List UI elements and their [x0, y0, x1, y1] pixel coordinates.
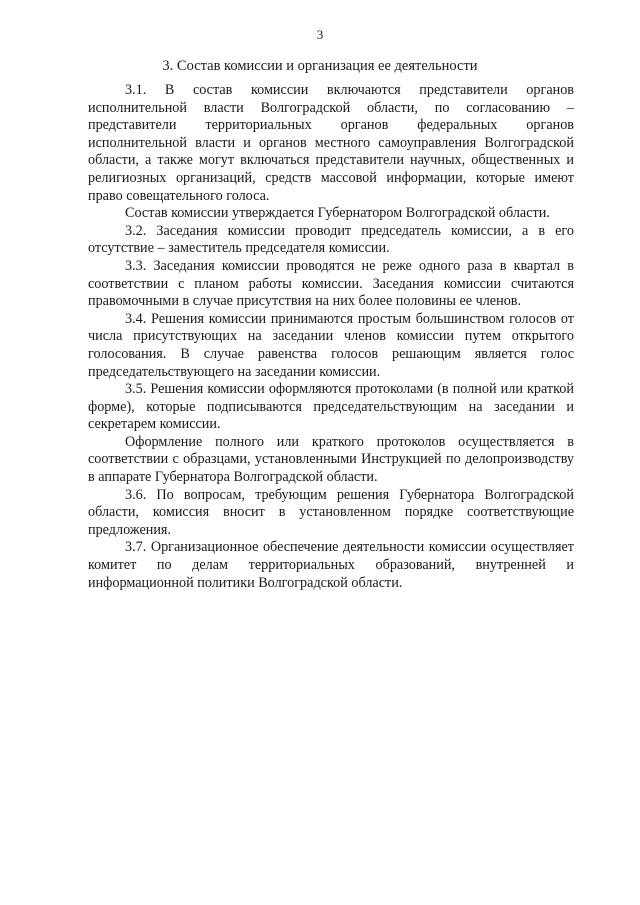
section-title: 3. Состав комиссии и организация ее деятельности	[162, 58, 478, 74]
paragraph-protocol-format: Оформление полного или краткого протоколов осуществляется в соответствии с образцами, установленными Инструкцией по делопроизводству в аппарате Губернатора Волгоградской области.	[88, 433, 574, 486]
paragraph-3-6: 3.6. По вопросам, требующим решения Губернатора Волгоградской области, комиссия вносит в установленном порядке соответствующие предложения.	[88, 486, 574, 538]
paragraph-3-5: 3.5. Решения комиссии оформляются протоколами (в полной или краткой форме), которые подписываются председательствующим на заседании и секретарем комиссии.	[88, 381, 574, 433]
paragraph-composition-approval: Состав комиссии утверждается Губернатором Волгоградской области.	[125, 205, 550, 222]
paragraph-3-2: 3.2. Заседания комиссии проводит председатель комиссии, а в его отсутствие – заместитель председателя комиссии.	[88, 222, 574, 257]
page-number: 3	[316, 27, 324, 42]
paragraph-3-4: 3.4. Решения комиссии принимаются простым большинством голосов от числа присутствующих на заседании членов комиссии путем открытого голосования. В случае равенства голосов решающим является голос председательствующего на заседании комиссии.	[88, 310, 574, 380]
paragraph-3-3: 3.3. Заседания комиссии проводятся не реже одного раза в квартал в соответствии с планом работы комиссии. Заседания комиссии считаются правомочными в случае присутствия на них более половины ее членов.	[88, 257, 574, 310]
section-body	[88, 82, 574, 592]
paragraph-3-1: 3.1. В состав комиссии включаются представители органов исполнительной власти Волгоградской области, по согласованию – представители территориальных органов федеральных органов исполнительной власти и органов местного самоуправления Волгоградской области, а также могут включаться представители научных, общественных и религиозных организаций, средств массовой информации, которые имеют право совещательного голоса.	[88, 82, 574, 204]
paragraph-3-7: 3.7. Организационное обеспечение деятельности комиссии осуществляет комитет по делам территориальных образований, внутренней и информационной политики Волгоградской области.	[88, 539, 574, 591]
